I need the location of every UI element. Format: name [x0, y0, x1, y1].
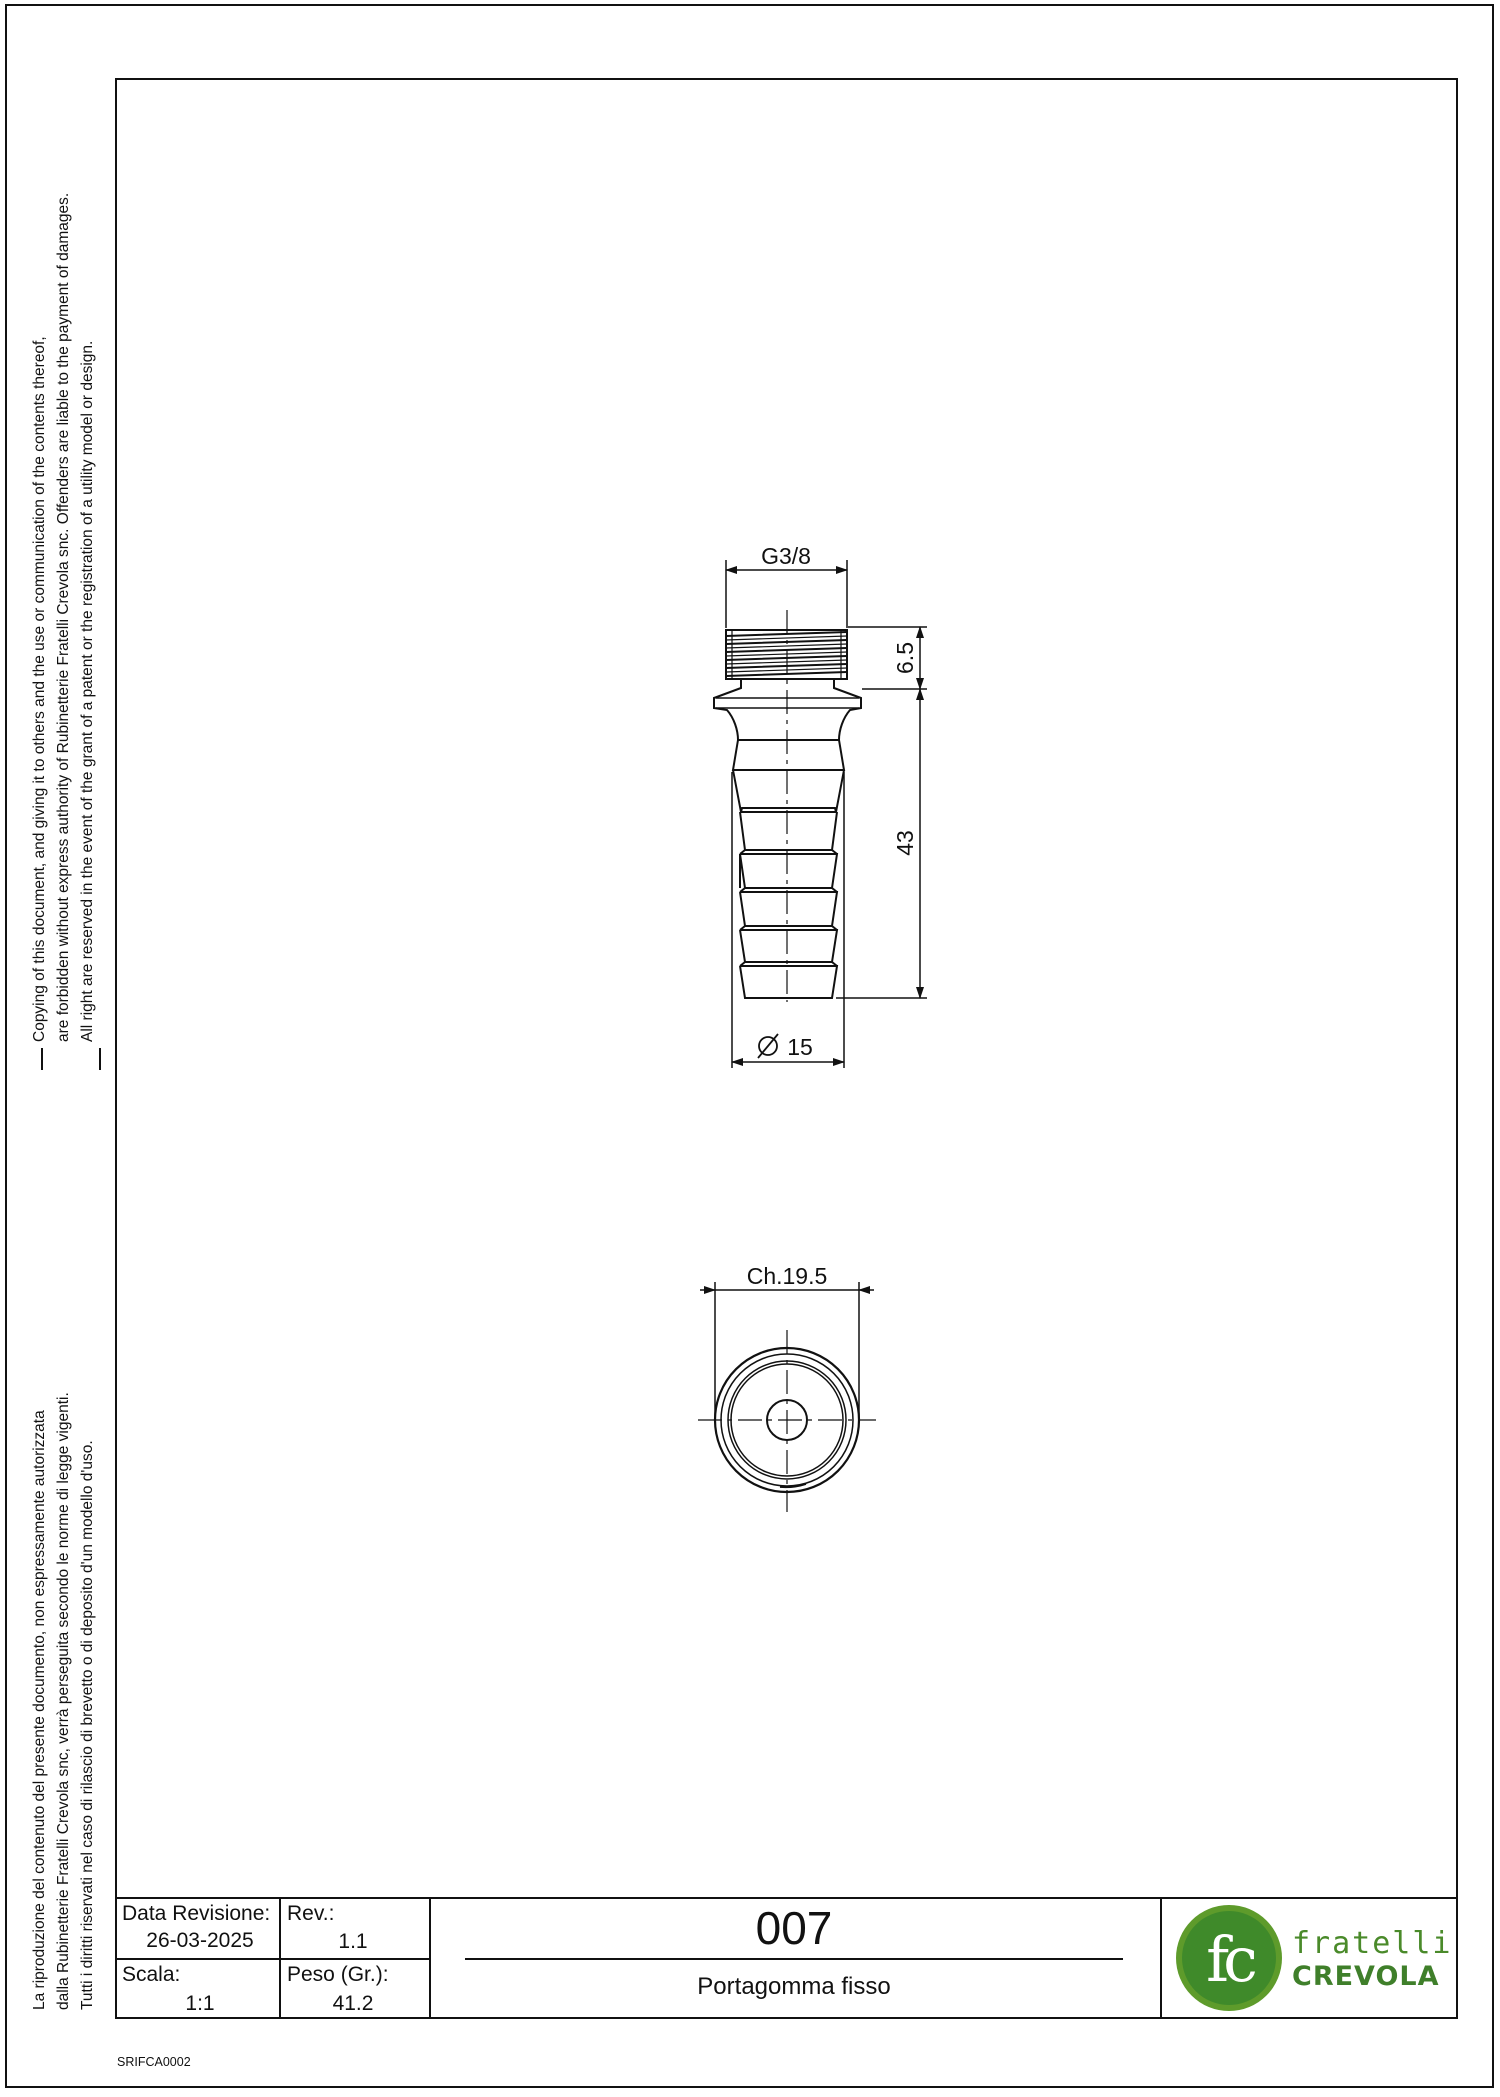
thread-length-label: 6.5: [892, 642, 918, 674]
notice-it-line-3: Tutti i diritti riservati nel caso di rilascio di brevetto o di deposito d'un modello d'uso.: [79, 1440, 96, 2010]
title-block-divider: [1160, 1897, 1162, 2019]
rev-value: 1.1: [338, 1930, 368, 1953]
title-block-divider: [279, 1897, 281, 2019]
diameter-label: 15: [787, 1034, 813, 1060]
thread-size-label: G3/8: [761, 543, 811, 569]
notice-en-line-1: Copying of this document, and giving it to others and the use or communication of the contents thereof,: [31, 336, 48, 1042]
notice-it-line-1: La riproduzione del contenuto del presente documento, non espressamente autorizzata: [31, 1410, 48, 2010]
title-block: [115, 1897, 1458, 2019]
title-block-divider: [429, 1897, 431, 2019]
part-number: 007: [755, 1902, 833, 1954]
dimension-lengths: [836, 627, 927, 998]
top-view: [698, 1330, 876, 1512]
scale-label: Scala:: [122, 1963, 181, 1986]
logo-text-fratelli: fratelli: [1292, 1926, 1453, 1961]
revision-date-value: 26-03-2025: [146, 1929, 254, 1952]
hose-barbs: [733, 770, 844, 998]
revision-date-label: Data Revisione:: [122, 1902, 271, 1925]
logo-monogram: fc: [1206, 1923, 1252, 1996]
dimension-diameter: [732, 772, 844, 1068]
notice-en-line-2: are forbidden without express authority of Rubinetterie Fratelli Crevola snc. Offenders are liable to the payment of damages.: [55, 192, 72, 1042]
part-description: Portagomma fisso: [697, 1973, 891, 2000]
rev-label: Rev.:: [287, 1902, 335, 1925]
total-length-label: 43: [892, 830, 918, 856]
scale-value: 1:1: [185, 1992, 215, 2015]
hex-size-label: Ch.19.5: [746, 1263, 828, 1289]
weight-value: 41.2: [332, 1992, 374, 2015]
document-code: SRIFCA0002: [117, 2055, 191, 2069]
company-logo: [1172, 1901, 1454, 2015]
notice-en-line-3: All right are reserved in the event of the grant of a patent or the registration of a utility model or design.: [79, 340, 96, 1042]
cone-outline: [733, 740, 844, 770]
notice-it-line-2: dalla Rubinetterie Fratelli Crevola snc, verrà perseguita secondo le norme di legge vigenti.: [55, 1392, 72, 2010]
title-block-row-divider: [115, 1958, 431, 1960]
weight-label: Peso (Gr.):: [287, 1963, 389, 1986]
title-underline: [465, 1958, 1123, 1960]
logo-text-crevola: CREVOLA: [1292, 1961, 1440, 1992]
title-block-top-border: [115, 1897, 1458, 1899]
